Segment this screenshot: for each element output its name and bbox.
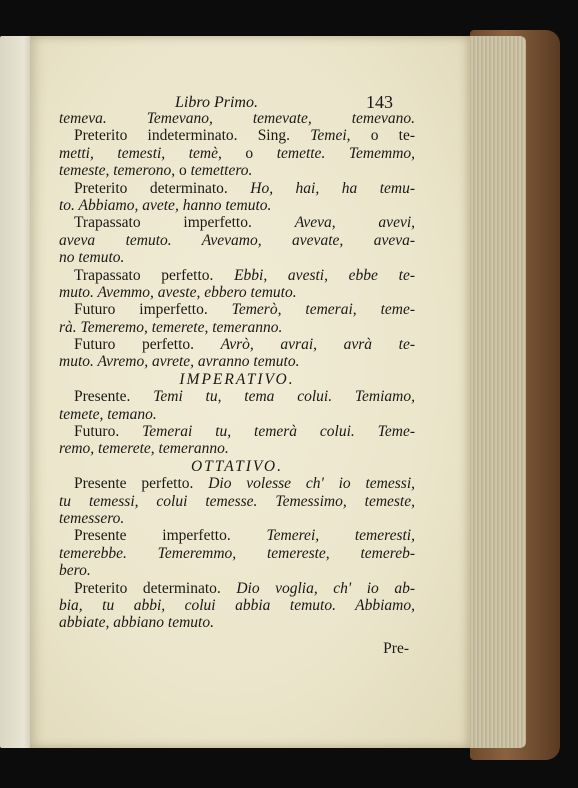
page-edges [468,36,526,748]
segment: bero. [59,562,91,580]
segment: Avrò, avrai, avrà te- [220,336,415,354]
segment: temessero. [59,509,125,527]
segment: temete, temano. [59,405,157,423]
segment: , o [171,162,191,180]
segment: Temerò, temerai, teme- [231,301,415,319]
book-page [30,36,470,748]
segment: Ho, hai, ha temu- [250,179,415,197]
text-line-14 [59,336,415,353]
text-line-3 [59,145,415,162]
segment: Futuro. [74,423,143,441]
segment: bia, tu abbi, colui abbia temuto. Abbiamo, [59,596,415,614]
section-heading-imperativo [59,371,415,388]
segment: Dio volesse ch' io temessi, [208,475,415,493]
text-line-15 [59,353,415,370]
segment: Trapassato perfetto. [74,266,235,284]
segment: aveva temuto. Avevamo, avevate, aveva- [59,231,415,249]
text-line-11 [59,284,415,301]
text-line-26 [59,545,415,562]
text-line-7 [59,214,415,231]
segment: temeva. [59,110,107,127]
text-line-1 [59,110,415,127]
segment: Temi tu, tema colui. Temiamo, [153,388,416,406]
segment: Preterito determinato. [74,179,251,197]
segment: Aveva, avevi, [294,214,416,232]
segment: Presente. [74,388,154,406]
catchword: Pre- [383,639,409,657]
section-heading-ottativo [59,458,415,475]
segment: Presente perfetto. [74,475,209,493]
text-line-23 [59,493,415,510]
segment: muto. Avemmo, aveste, ebbero temuto. [59,283,297,301]
segment: Temevano, temevate, temevano. [106,110,415,127]
text-line-19 [59,423,415,440]
segment: temerebbe. Temeremmo, temereste, temereb- [59,544,415,562]
text-line-20 [59,440,415,457]
segment: Presente imperfetto. [74,527,267,545]
page-number: 143 [366,92,393,112]
text-line-10 [59,267,415,284]
text-line-2 [59,127,415,144]
text-line-24 [59,510,415,527]
text-line-13 [59,319,415,336]
segment: , o [217,144,277,162]
segment: no temuto. [59,249,125,267]
segment: OTTATIVO. [190,457,284,475]
text-line-30 [59,614,415,631]
running-head: Libro Primo. [175,94,258,111]
segment: Preterito indeterminato. Sing. [74,127,311,145]
facing-page-edge [0,36,34,748]
segment: Futuro imperfetto. [74,301,232,319]
text-line-28 [59,580,415,597]
segment: , o te- [346,127,415,145]
text-line-27 [59,562,415,579]
segment: rà. Temeremo, temerete, temeranno. [59,318,283,336]
segment: temettero. [190,162,253,180]
segment: remo, temerete, temeranno. [59,440,229,458]
segment: Preterito determinato. [74,579,237,597]
text-line-18 [59,406,415,423]
segment: Temerai tu, temerà colui. Teme- [142,423,415,441]
segment: abbiate, abbiano temuto. [59,614,214,632]
segment: Trapassato imperfetto. [74,214,295,232]
segment: IMPERATIVO. [179,370,295,388]
page-body [59,110,415,657]
text-line-25 [59,527,415,544]
segment: temeste, temerono [59,162,172,180]
text-line-6 [59,197,415,214]
text-line-17 [59,388,415,405]
segment: Temerei, temeresti, [266,527,415,545]
text-line-9 [59,249,415,266]
text-line-29 [59,597,415,614]
text-line-4 [59,162,415,179]
segment: tu temessi, colui temesse. Temessimo, temeste, [59,492,415,510]
segment: Ebbi, avesti, ebbe te- [234,266,415,284]
segment: metti, temesti, temè [59,144,218,162]
segment: temette. Tememmo, [276,144,416,162]
text-line-8 [59,232,415,249]
segment: to. Abbiamo, avete, hanno temuto. [59,196,272,214]
segment: Temei [310,127,347,145]
segment: muto. Avremo, avrete, avranno temuto. [59,353,300,371]
text-line-22 [59,475,415,492]
text-line-12 [59,301,415,318]
segment: Futuro perfetto. [74,336,221,354]
text-line-5 [59,180,415,197]
segment: Dio voglia, ch' io ab- [236,579,415,597]
